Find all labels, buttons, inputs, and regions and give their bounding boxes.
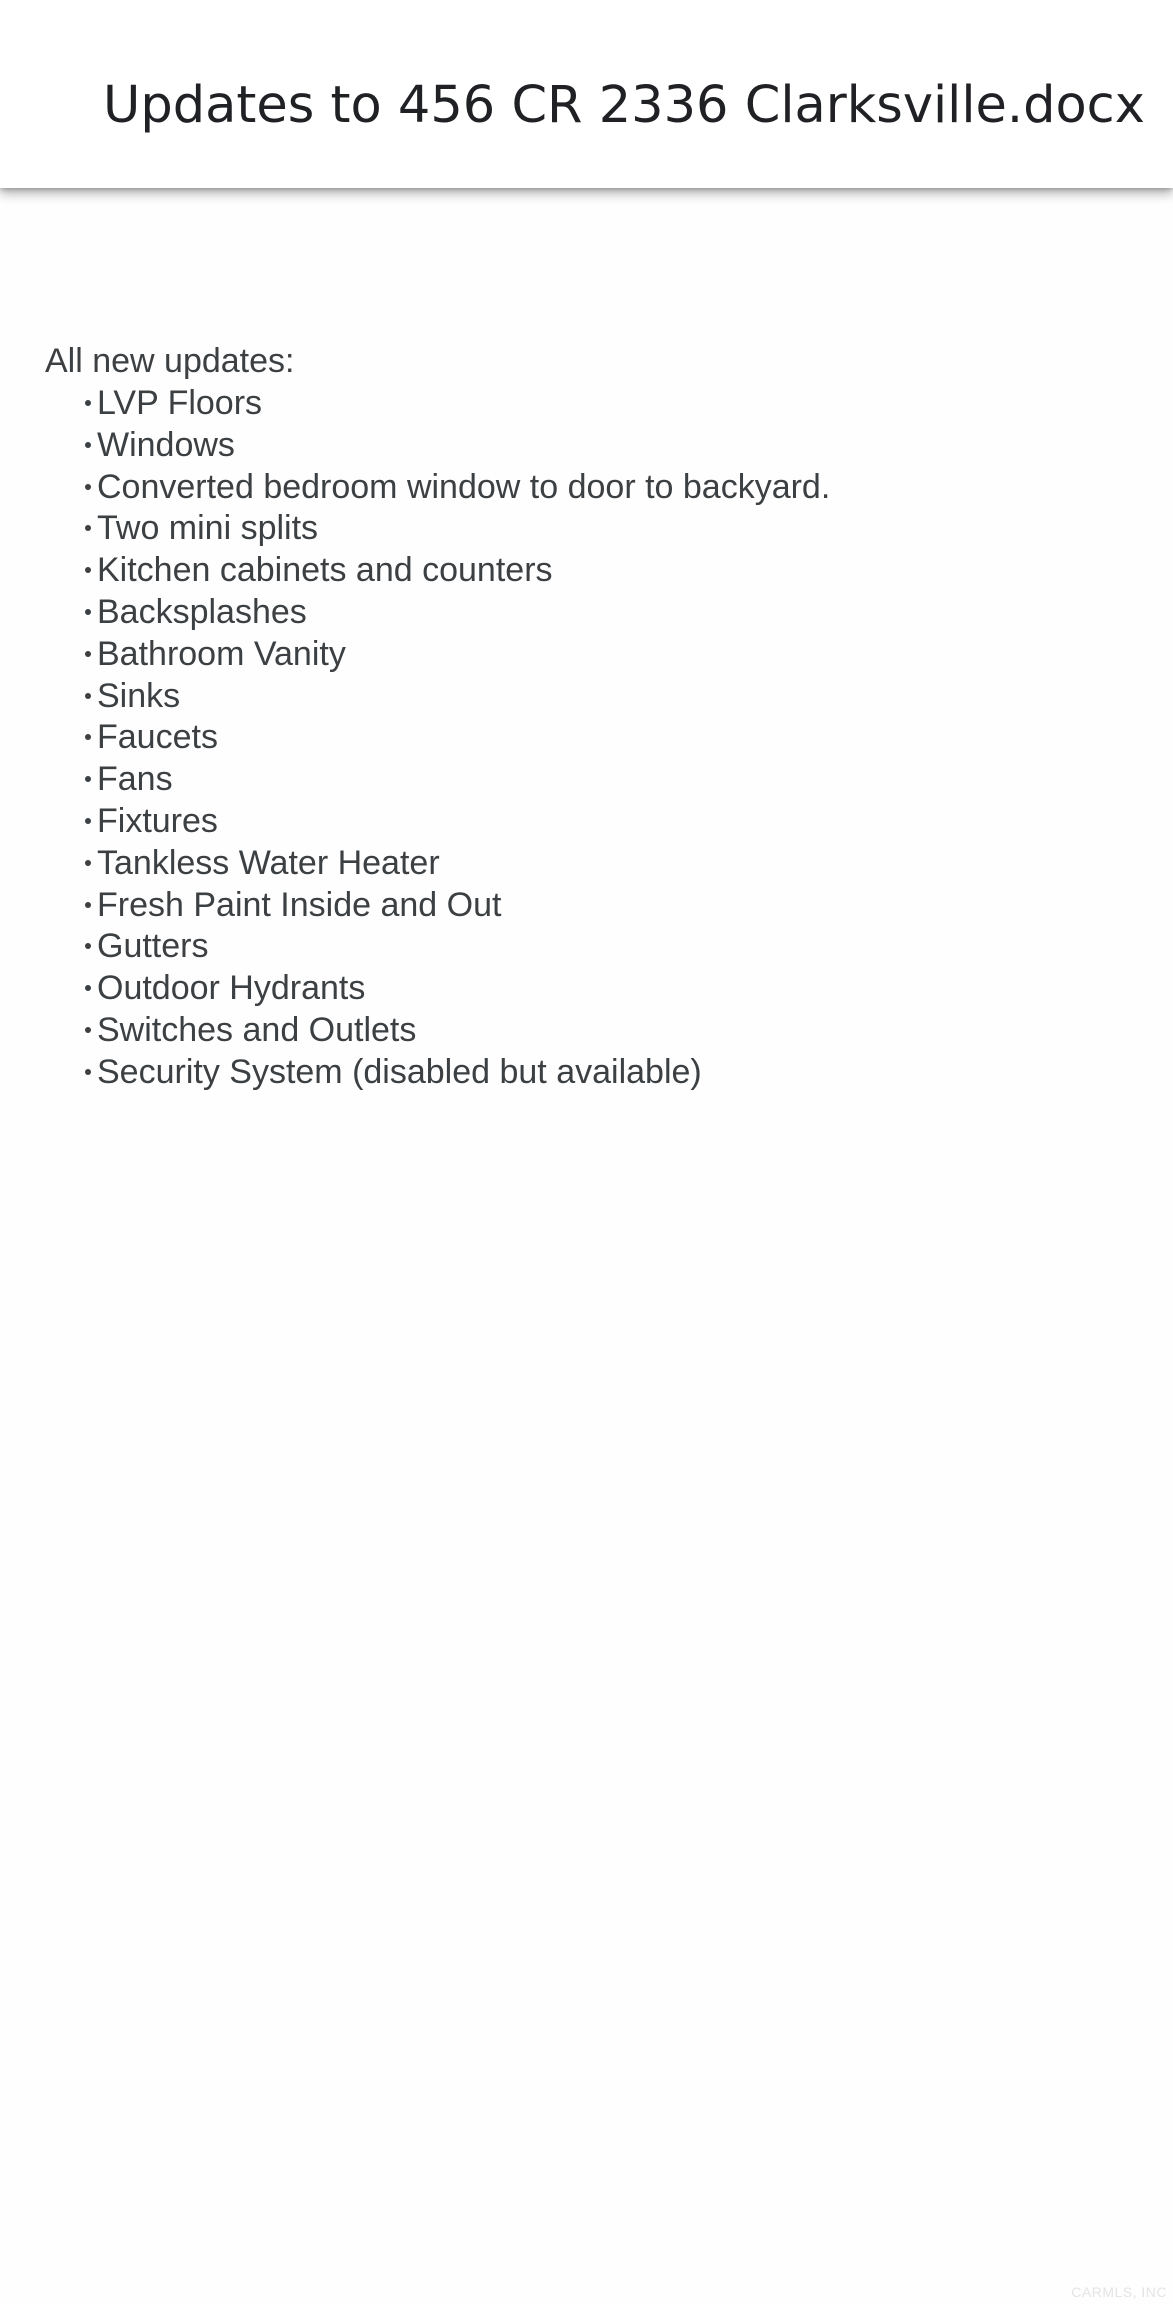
intro-text: All new updates: — [45, 342, 295, 380]
bullet-icon — [85, 693, 91, 699]
bullet-icon — [85, 442, 91, 448]
list-item-text: Backsplashes — [97, 592, 307, 631]
bullet-icon — [85, 651, 91, 657]
bullet-icon — [85, 484, 91, 490]
bullet-icon — [85, 943, 91, 949]
list-item-text: Converted bedroom window to door to backyard. — [97, 467, 831, 506]
list-item-text: Faucets — [97, 718, 218, 757]
bullet-icon — [85, 609, 91, 615]
watermark-text: CARMLS, INC — [1071, 2284, 1167, 2300]
list-item-text: Bathroom Vanity — [97, 634, 346, 673]
list-item-text: Gutters — [97, 927, 209, 966]
list-item-text: Tankless Water Heater — [97, 843, 440, 882]
bullet-icon — [85, 902, 91, 908]
document-header — [0, 0, 1173, 188]
document-title: Updates to 456 CR 2336 Clarksville.docx — [103, 76, 1145, 135]
bullet-icon — [85, 525, 91, 531]
list-item-text: Switches and Outlets — [97, 1010, 417, 1049]
bullet-icon — [85, 985, 91, 991]
list-item-text: Fresh Paint Inside and Out — [97, 885, 502, 924]
bullet-icon — [85, 400, 91, 406]
list-item-text: Fans — [97, 760, 173, 799]
list-item-text: Outdoor Hydrants — [97, 969, 366, 1008]
bullet-icon — [85, 818, 91, 824]
document-page — [0, 188, 1173, 2304]
list-item-text: Fixtures — [97, 801, 218, 840]
bullet-icon — [85, 567, 91, 573]
list-item-text: Two mini splits — [97, 509, 319, 548]
bullet-icon — [85, 1069, 91, 1075]
list-item-text: Kitchen cabinets and counters — [97, 551, 553, 590]
list-item-text: Sinks — [97, 676, 181, 715]
list-item-text: Windows — [97, 425, 235, 464]
bullet-icon — [85, 860, 91, 866]
list-item-text: LVP Floors — [97, 384, 263, 422]
list-item-text: Security System (disabled but available) — [97, 1052, 702, 1091]
bullet-icon — [85, 734, 91, 740]
bullet-icon — [85, 776, 91, 782]
bullet-icon — [85, 1027, 91, 1033]
